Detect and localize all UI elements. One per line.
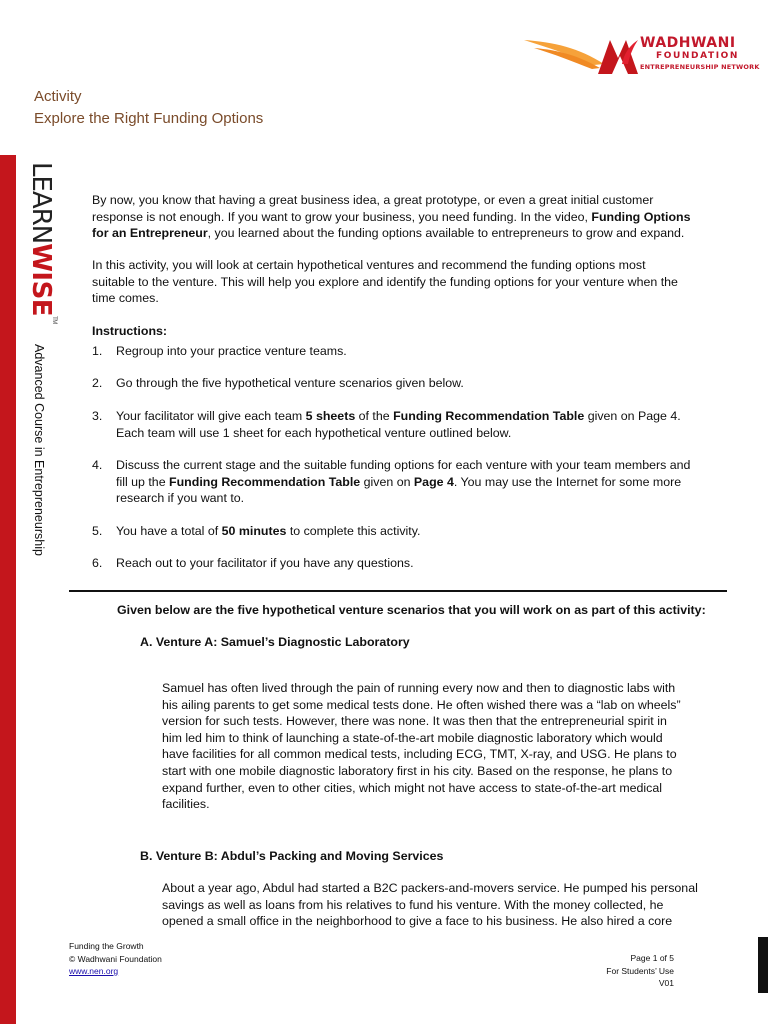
text-line: facilities. — [162, 797, 210, 812]
footer-copyright: © Wadhwani Foundation — [69, 953, 162, 964]
text-bold: Page 4 — [413, 474, 454, 489]
text-span: fill up the — [116, 474, 170, 489]
venture-a-description — [162, 680, 742, 813]
footer-doc-title: Funding the Growth — [69, 941, 144, 951]
venture-a-title — [140, 634, 410, 651]
text-line: By now, you know that having a great business idea, a great prototype, or even a great initial customer — [92, 193, 654, 207]
section-divider — [69, 590, 727, 592]
text-line: savings as well as loans from his relatives to fund his venture. With the money collected, he — [162, 897, 664, 912]
brand-trademark: TM — [51, 316, 57, 324]
text-span: You have a total of — [116, 524, 222, 538]
text-line: expand further, even to other cities, which might not have access to state-of-the-art medical — [162, 780, 663, 795]
instruction-item-1: Regroup into your practice venture teams. — [116, 344, 347, 358]
text-span: given on — [360, 474, 414, 489]
text-line — [116, 474, 736, 491]
text-bold: Funding Recommendation Table — [169, 474, 361, 489]
brand-wise: WISE — [26, 243, 56, 317]
video-title-bold: for an Entrepreneur — [92, 226, 208, 241]
activity-title: Explore the Right Funding Options — [34, 110, 264, 127]
instruction-item-3 — [116, 408, 736, 441]
text-line — [92, 209, 691, 226]
footer-website-link[interactable]: www.nen.org — [69, 966, 119, 976]
text-line: have facilities for all common medical tests, including ECG, TMT, X-ray, and USG. He plans to — [162, 747, 677, 762]
text-line: time comes. — [92, 291, 159, 306]
instruction-item-5 — [116, 523, 736, 540]
heading-text: A. Venture A: Samuel’s Diagnostic Laboratory — [140, 635, 410, 649]
text-line: Samuel has often lived through the pain of running every now and then to diagnostic labs with — [162, 681, 676, 695]
footer-left — [69, 940, 162, 978]
text-line: opened a small office in the neighborhood to give a face to his business. He also hired a core — [162, 914, 673, 929]
text-line: suitable to the venture. This will help you explore and identify the funding options for your venture when the — [92, 274, 678, 289]
text-line: research if you want to. — [116, 491, 245, 506]
list-number: 6. — [92, 556, 103, 570]
course-name: Advanced Course in Entrepreneurship — [32, 344, 46, 556]
text-bold: Funding Recommendation Table — [393, 409, 585, 423]
logo-wordmark — [640, 36, 760, 71]
text-span: response is not enough. If you want to grow your business, you need funding. In the video, — [92, 209, 592, 224]
learnwise-brand — [26, 162, 57, 324]
page-edge-marker — [758, 937, 768, 993]
intro-paragraph-2 — [92, 257, 678, 307]
footer-version: V01 — [658, 978, 674, 988]
footer-audience: For Students’ Use — [606, 965, 674, 976]
text-line: start with one mobile diagnostic laboratory first in his city. Based on the response, he plans to — [162, 763, 673, 778]
text-span: , you learned about the funding options available to entrepreneurs to grow and expand. — [207, 226, 685, 241]
venture-b-description — [162, 880, 742, 930]
activity-label: Activity — [34, 88, 82, 105]
text-span: of the — [355, 409, 394, 423]
text-span: given on Page 4. — [584, 409, 681, 423]
sidebar-red-bar — [0, 155, 16, 1024]
list-number: 5. — [92, 524, 103, 538]
logo-line-2: FOUNDATION — [656, 51, 740, 61]
instruction-item-2: Go through the five hypothetical venture scenarios given below. — [116, 376, 464, 390]
brand-learn: LEARN — [26, 162, 56, 244]
logo-line-1: WADHWANI — [640, 35, 736, 51]
list-number: 2. — [92, 376, 103, 390]
heading-text: Given below are the five hypothetical venture scenarios that you will work on as part of this activity: — [117, 603, 706, 617]
intro-paragraph-1 — [92, 192, 691, 242]
text-line — [116, 408, 736, 425]
text-line: Each team will use 1 sheet for each hypothetical venture outlined below. — [116, 425, 512, 440]
footer-page-number: Page 1 of 5 — [630, 953, 674, 963]
list-number: 1. — [92, 344, 103, 358]
text-line: version for such tests. However, there was none. It was then that the entrepreneurial spirit in — [162, 714, 667, 729]
instruction-item-6: Reach out to your facilitator if you have any questions. — [116, 556, 414, 570]
text-line: him led him to think of launching a state-of-the-art mobile diagnostic laboratory which would — [162, 730, 663, 745]
text-bold: 5 sheets — [305, 409, 356, 423]
heading-text: Instructions: — [92, 324, 168, 338]
text-span: Your facilitator will give each team — [116, 409, 306, 423]
list-number: 4. — [92, 458, 103, 472]
logo-line-3: ENTREPRENEURSHIP NETWORK — [640, 63, 760, 71]
text-line: About a year ago, Abdul had started a B2C packers-and-movers service. He pumped his personal — [162, 881, 698, 895]
text-line — [92, 225, 691, 242]
venture-b-title — [140, 848, 443, 865]
video-title-bold: Funding Options — [591, 209, 691, 224]
instructions-heading — [92, 323, 167, 340]
text-span: . You may use the Internet for some more — [453, 474, 682, 489]
list-number: 3. — [92, 409, 103, 423]
footer-right — [590, 952, 674, 990]
text-line: Discuss the current stage and the suitable funding options for each venture with your team members and — [116, 458, 691, 472]
text-line: his ailing parents to get some medical tests done. He often wished there was a “lab on wheels” — [162, 697, 681, 712]
scenarios-heading — [117, 602, 706, 619]
text-span: to complete this activity. — [286, 524, 421, 538]
text-line: In this activity, you will look at certain hypothetical ventures and recommend the funding options most — [92, 258, 646, 272]
text-bold: 50 minutes — [221, 524, 287, 538]
heading-text: B. Venture B: Abdul’s Packing and Moving Services — [140, 849, 444, 863]
instruction-item-4 — [116, 457, 736, 507]
